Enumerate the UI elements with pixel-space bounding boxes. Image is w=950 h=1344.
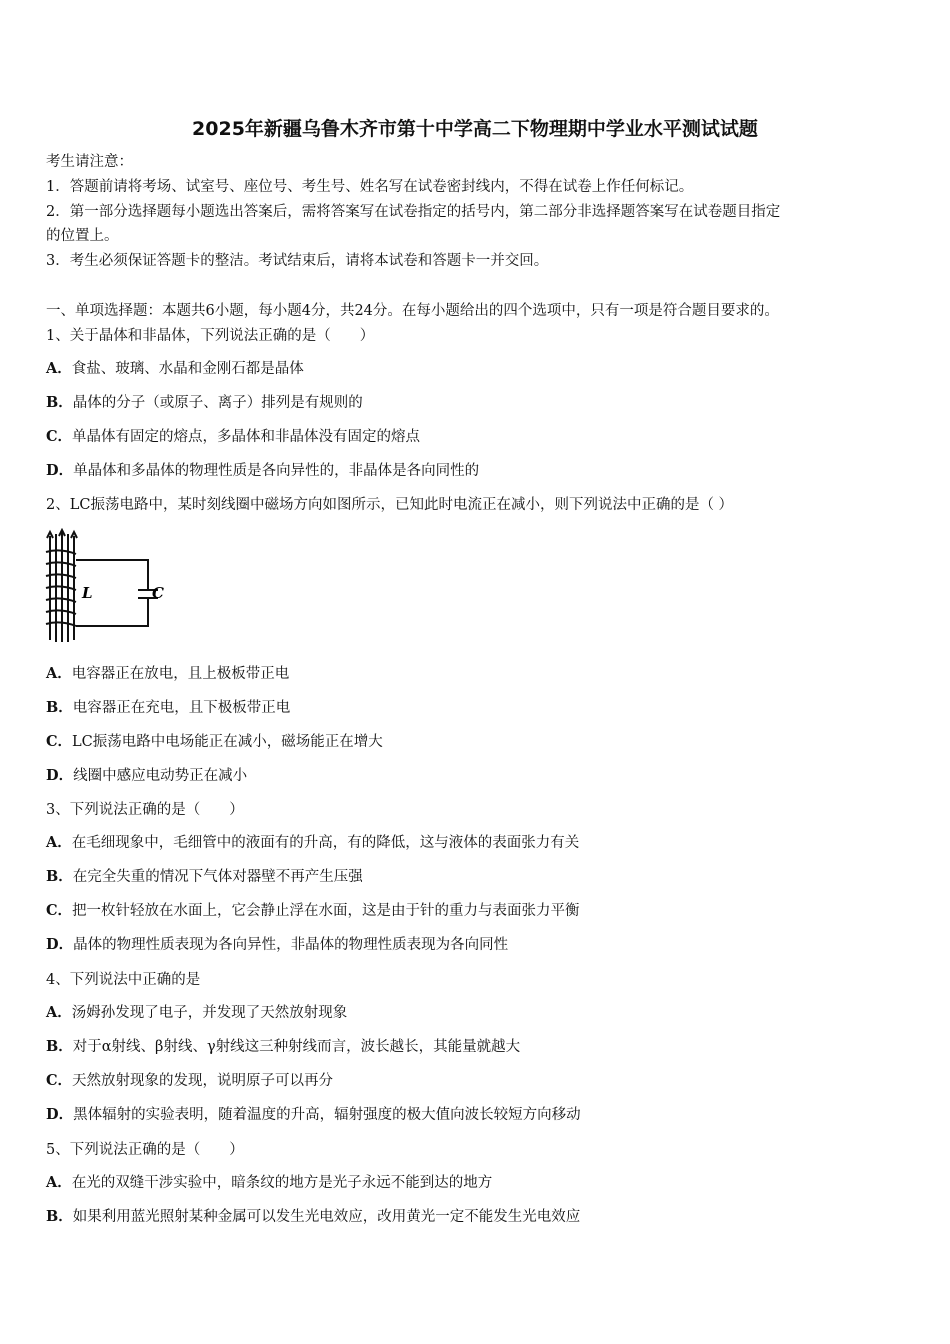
answer-option — [46, 1071, 333, 1091]
option-letter: D． — [46, 462, 74, 479]
answer-option — [46, 664, 289, 684]
answer-option — [46, 1003, 347, 1023]
option-letter: A． — [46, 665, 72, 682]
option-letter: B． — [46, 1038, 73, 1055]
option-text: 单晶体有固定的熔点，多晶体和非晶体没有固定的熔点 — [72, 429, 421, 445]
answer-option — [46, 766, 247, 786]
answer-option — [46, 1207, 580, 1227]
option-text: 对于α射线、β射线、γ射线这三种射线而言，波长越长，其能量就越大 — [72, 1039, 521, 1055]
lc-circuit-diagram — [40, 528, 170, 646]
option-letter: D． — [46, 936, 74, 953]
notice-item: 2．第一部分选择题每小题选出答案后，需将答案写在试卷指定的括号内，第二部分非选择题答案写在试卷题目指定 — [46, 204, 781, 220]
option-letter: B． — [46, 699, 73, 716]
option-text: 线圈中感应电动势正在减小 — [73, 768, 248, 784]
option-text: 如果利用蓝光照射某种金属可以发生光电效应，改用黄光一定不能发生光电效应 — [72, 1209, 581, 1225]
option-text: 黑体辐射的实验表明，随着温度的升高，辐射强度的极大值向波长较短方向移动 — [73, 1107, 581, 1123]
answer-option — [46, 935, 508, 955]
option-text: 在毛细现象中，毛细管中的液面有的升高，有的降低，这与液体的表面张力有关 — [71, 835, 580, 851]
option-letter: C． — [46, 428, 73, 445]
capacitor-label: C — [152, 584, 164, 602]
answer-option — [46, 1173, 492, 1193]
option-letter: C． — [46, 1072, 73, 1089]
option-text: 在光的双缝干涉实验中，暗条纹的地方是光子永远不能到达的地方 — [71, 1175, 493, 1191]
option-letter: B． — [46, 1208, 73, 1225]
option-text: 电容器正在充电，且下极板带正电 — [72, 700, 291, 716]
answer-option — [46, 461, 479, 481]
notice-item: 的位置上。 — [46, 228, 119, 244]
notice-heading: 考生请注意： — [46, 154, 133, 170]
option-letter: B． — [46, 868, 73, 885]
option-text: 天然放射现象的发现，说明原子可以再分 — [72, 1073, 334, 1089]
answer-option — [46, 732, 383, 752]
answer-option — [46, 359, 304, 379]
question-stem: 1、关于晶体和非晶体，下列说法正确的是（ ） — [46, 328, 375, 344]
page-title: 2025年新疆乌鲁木齐市第十中学高二下物理期中学业水平测试试题 — [192, 118, 758, 140]
answer-option — [46, 427, 420, 447]
option-text: 晶体的分子（或原子、离子）排列是有规则的 — [72, 395, 363, 411]
question-stem: 4、下列说法中正确的是 — [46, 972, 201, 988]
answer-option — [46, 1037, 520, 1057]
question-stem: 5、下列说法正确的是（ ） — [46, 1142, 244, 1158]
answer-option — [46, 393, 363, 413]
option-letter: A． — [46, 1174, 72, 1191]
question-stem: 3、下列说法正确的是（ ） — [46, 802, 244, 818]
answer-option — [46, 833, 579, 853]
option-letter: B． — [46, 394, 73, 411]
option-text: 单晶体和多晶体的物理性质是各向异性的，非晶体是各向同性的 — [73, 463, 480, 479]
option-letter: D． — [46, 1106, 74, 1123]
option-text: 汤姆孙发现了电子，并发现了天然放射现象 — [71, 1005, 348, 1021]
answer-option — [46, 901, 580, 921]
option-letter: A． — [46, 360, 72, 377]
section-heading: 一、单项选择题：本题共6小题，每小题4分，共24分。在每小题给出的四个选项中，只有一项是符合题目要求的。 — [46, 303, 779, 319]
option-text: 晶体的物理性质表现为各向异性，非晶体的物理性质表现为各向同性 — [73, 937, 509, 953]
option-letter: D． — [46, 767, 74, 784]
option-text: 食盐、玻璃、水晶和金刚石都是晶体 — [71, 361, 304, 377]
option-letter: A． — [46, 834, 72, 851]
answer-option — [46, 1105, 581, 1125]
answer-option — [46, 867, 363, 887]
option-text: 把一枚针轻放在水面上，它会静止浮在水面，这是由于针的重力与表面张力平衡 — [72, 903, 580, 919]
answer-option — [46, 698, 290, 718]
option-text: 在完全失重的情况下气体对器壁不再产生压强 — [72, 869, 363, 885]
option-letter: C． — [46, 902, 73, 919]
option-letter: A． — [46, 1004, 72, 1021]
question-stem: 2、LC振荡电路中，某时刻线圈中磁场方向如图所示，已知此时电流正在减小，则下列说法中正确的是（ ） — [46, 497, 734, 513]
option-letter: C． — [46, 733, 73, 750]
inductor-label: L — [82, 584, 93, 602]
option-text: LC振荡电路中电场能正在减小，磁场能正在增大 — [72, 734, 383, 750]
option-text: 电容器正在放电，且上极板带正电 — [71, 666, 290, 682]
notice-item: 3．考生必须保证答题卡的整洁。考试结束后，请将本试卷和答题卡一并交回。 — [46, 253, 549, 269]
notice-item: 1．答题前请将考场、试室号、座位号、考生号、姓名写在试卷密封线内，不得在试卷上作任何标记。 — [46, 179, 694, 195]
